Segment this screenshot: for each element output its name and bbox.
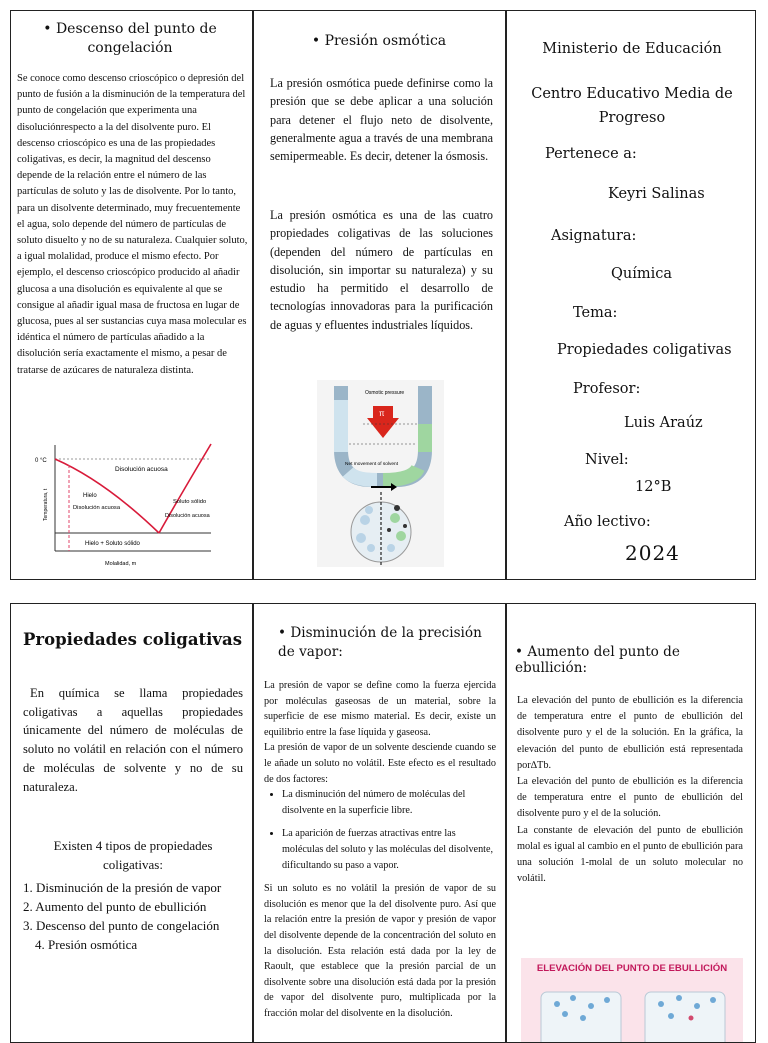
panel-vapor-pressure bbox=[253, 603, 506, 1043]
boiling-heading: • Aumento del punto de ebullición: bbox=[515, 644, 680, 676]
graph-region-left-2: Disolución acuosa bbox=[73, 505, 121, 511]
vapor-heading: • Disminución de la precisión de vapor: bbox=[278, 625, 482, 660]
panel-colligative-properties bbox=[10, 603, 253, 1043]
cover-teacher-label: Profesor: bbox=[573, 381, 641, 397]
boiling-para-3: La constante de elevación del punto de ebullición molal es igual al cambio en el punto de ebullición para una solución 1-molal de un soluto molecular no volátil. bbox=[517, 824, 743, 885]
graph-xlabel: Molalidad, m bbox=[105, 561, 137, 567]
boiling-content bbox=[517, 693, 743, 887]
cover-year-value: 2024 bbox=[625, 541, 680, 565]
colligative-title: Propiedades coligativas bbox=[23, 630, 242, 649]
panel-freezing-point bbox=[10, 10, 253, 580]
cover-school: Centro Educativo Media de Progreso bbox=[531, 86, 733, 126]
graph-ylabel: Temperatura, t bbox=[43, 488, 49, 521]
vapor-factor-1: • La disminución del número de moléculas del disolvente en la superficie libre. bbox=[282, 787, 496, 818]
graph-region-top: Disolución acuosa bbox=[115, 466, 168, 473]
freezing-heading: • Descenso del punto de congelación bbox=[43, 21, 217, 56]
osmosis-figure bbox=[317, 380, 444, 567]
type-item-4: 4. Presión osmótica bbox=[35, 937, 138, 952]
type-item-2: 2. Aumento del punto de ebullición bbox=[23, 899, 207, 914]
cover-subject-label: Asignatura: bbox=[551, 228, 637, 244]
panel-cover bbox=[506, 10, 756, 580]
boiling-banner: ELEVACIÓN DEL PUNTO DE EBULLICIÓN bbox=[536, 963, 728, 974]
cover-teacher-value: Luis Araúz bbox=[624, 415, 703, 431]
graph-zero-label: 0 °C bbox=[35, 458, 47, 464]
vapor-factor-2: • La aparición de fuerzas atractivas entre las moléculas del soluto y las moléculas del disolvente, dificultando su paso a vapor. bbox=[282, 826, 496, 873]
cover-level-label: Nivel: bbox=[585, 452, 629, 468]
graph-region-bottom: Hielo + Soluto sólido bbox=[85, 541, 140, 547]
panel-boiling-point bbox=[506, 603, 756, 1043]
colligative-types-heading: Existen 4 tipos de propiedades coligativas: bbox=[53, 838, 213, 872]
cover-belongs-value: Keyri Salinas bbox=[608, 186, 705, 202]
cover-ministry: Ministerio de Educación bbox=[542, 41, 722, 57]
cover-topic-value: Propiedades coligativas bbox=[557, 342, 732, 358]
panel-osmotic-pressure bbox=[253, 10, 506, 580]
type-item-1: 1. Disminución de la presión de vapor bbox=[23, 880, 222, 895]
cover-level-value: 12°B bbox=[635, 479, 672, 495]
osmotic-fig-label-2: Net movement of solvent bbox=[345, 462, 399, 467]
freezing-body: Se conoce como descenso crioscópico o depresión del punto de fusión a la disminución de la temperatura del punto de congelación que experimenta una disoluciónrespecto a la del disolvente puro. El descenso crioscópico es una de las propiedades coligativas, es decir, la magnitud del descenso depende de la relación entre el número de las partículas de soluto y las de disolvente. Por lo tanto, para un disolvente determinado, muy frecuentemente el agua, solo depende del número de partículas de soluto disuelto y no de su naturaleza. Cualquier soluto, a igual molalidad, produce el mismo efecto. Por ejemplo, el descenso crioscópico producido al añadir glucosa a una disolución es equivalente al que se consigue al añadir igual masa de fructosa en lugar de glucosa, pues al ser sustancias cuya masa molecular es idéntica el número de partículas añadido a la disolución sería exactamente el mismo, a pesar de tratarse de azúcares de naturaleza distinta. bbox=[17, 73, 248, 376]
cover-belongs-label: Pertenece a: bbox=[545, 146, 637, 162]
cover-topic-label: Tema: bbox=[573, 305, 618, 321]
osmotic-para-1: La presión osmótica puede definirse como la presión que se debe aplicar a una solución para detener el flujo neto de disolvente, generalmente agua a través de una membrana semipermeable. Es decir, detener la ósmosis. bbox=[270, 76, 493, 164]
vapor-para-3: Si un soluto es no volátil la presión de vapor de su disolución es menor que la del disolvente puro. Así que la relación entre la presión de vapor y presión de vapor del disolvente depende de la concentración del soluto en la disolución. Esta relación está dada por la ley de Raoult, que establece que la presión parcial de un disolvente sobre una disolución está dada por la presión de vapor del disolvente puro, multiplicada por la fracción molar del disolvente en la disolución. bbox=[264, 883, 496, 1019]
boiling-para-1: La elevación del punto de ebullición es la diferencia de temperatura entre el punto de ebullición del disolvente puro y el de la solución. En la gráfica, la elevación del punto de ebullición está representada por∆Tb. bbox=[517, 695, 743, 771]
graph-region-right-1: Soluto sólido bbox=[173, 499, 207, 505]
type-item-3: 3. Descenso del punto de congelación bbox=[23, 918, 220, 933]
graph-region-right-2: Disolución acuosa bbox=[165, 513, 210, 519]
colligative-intro: En química se llama propiedades coligativas a aquellas propiedades únicamente del número de moléculas de soluto no volátil en relación con el número de moléculas de solvente y no de su naturaleza. bbox=[23, 686, 243, 794]
freezing-point-graph bbox=[35, 441, 225, 571]
vapor-para-2: La presión de vapor de un solvente desciende cuando se le añade un soluto no volátil. Este efecto es el resultado de dos factores: bbox=[264, 742, 496, 785]
boiling-figure bbox=[521, 958, 743, 1043]
boiling-beakers bbox=[521, 984, 743, 1043]
osmotic-fig-label-1: Osmotic pressure bbox=[365, 390, 405, 396]
osmotic-para-2: La presión osmótica es una de las cuatro propiedades coligativas de las soluciones (dependen del número de partículas en disolución, sin importar su naturaleza) y su estudio ha permitido el desarrollo de tecnologías innovadoras para la purificación de aguas y efluentes industriales líquidos. bbox=[270, 208, 493, 332]
osmotic-heading: • Presión osmótica bbox=[311, 33, 447, 49]
vapor-content bbox=[264, 678, 496, 1021]
vapor-factors-list bbox=[264, 787, 496, 873]
osmotic-fig-pi: π bbox=[379, 409, 385, 418]
cover-year-label: Año lectivo: bbox=[564, 514, 651, 530]
vapor-para-1: La presión de vapor se define como la fuerza ejercida por moléculas gaseosas de un material, sobre la superficie de ese mismo material. Es decir, existe un equilibrio entre la fase líquida y gaseosa. bbox=[264, 680, 496, 738]
colligative-types-list bbox=[23, 878, 243, 954]
graph-region-left-1: Hielo bbox=[83, 493, 97, 499]
boiling-para-2: La elevación del punto de ebullición es la diferencia de temperatura entre el punto de ebullición del disolvente puro y el de la solución. bbox=[517, 776, 743, 820]
cover-subject-value: Química bbox=[611, 266, 673, 282]
